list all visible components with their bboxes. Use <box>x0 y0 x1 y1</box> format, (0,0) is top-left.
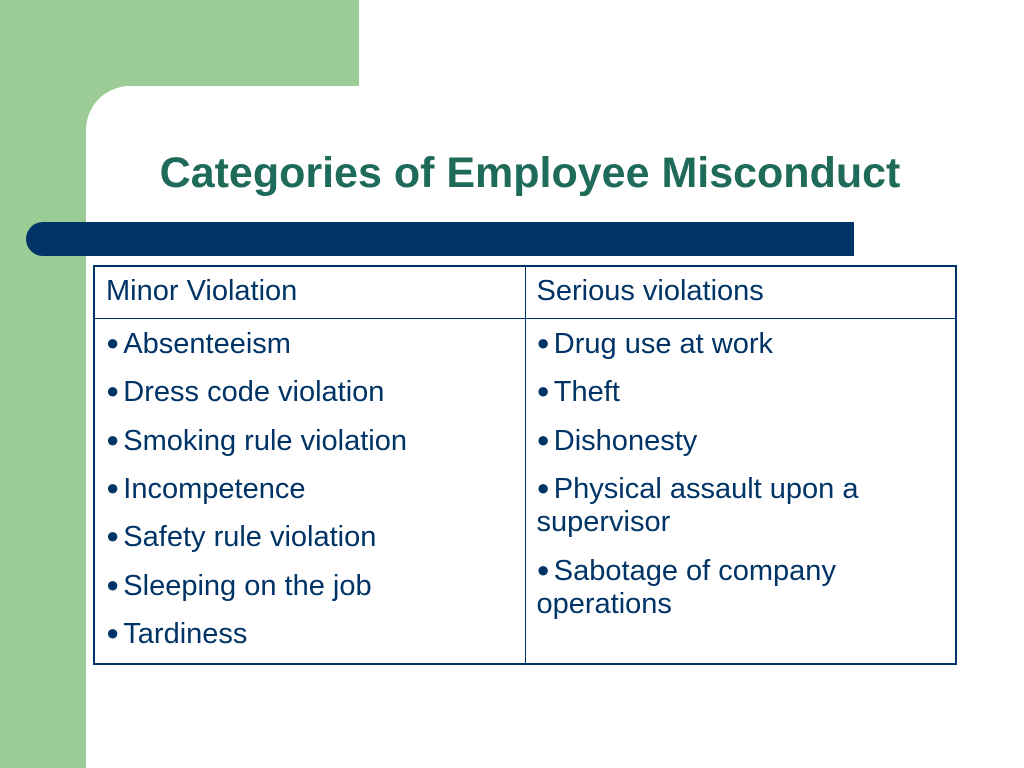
list-item-text: Sabotage of company operations <box>536 554 836 621</box>
list-item-text: Tardiness <box>123 618 248 651</box>
bullet-icon: ● <box>536 378 550 404</box>
bullet-icon: ● <box>106 620 120 646</box>
list-item-text: Dress code violation <box>123 376 385 409</box>
bullet-icon: ● <box>536 475 550 501</box>
bullet-icon: ● <box>106 330 120 355</box>
list-item-text: Drug use at work <box>553 328 773 360</box>
bullet-icon: ● <box>536 556 550 582</box>
list-item <box>106 618 515 651</box>
bullet-icon: ● <box>106 426 120 452</box>
list-item <box>537 473 946 540</box>
serious-violations-list <box>537 328 946 621</box>
list-item-text: Sleeping on the job <box>123 569 372 602</box>
top-white-panel <box>359 0 1024 90</box>
list-item <box>106 521 515 554</box>
bullet-icon: ● <box>536 330 550 355</box>
list-item-text: Absenteeism <box>123 328 291 360</box>
list-item <box>537 376 946 409</box>
header-minor-violation: Minor Violation <box>94 266 525 319</box>
table-row <box>94 319 956 665</box>
bullet-icon: ● <box>106 571 120 597</box>
list-item-text: Theft <box>553 376 620 409</box>
table-header-row <box>94 266 956 319</box>
bullet-icon: ● <box>106 378 120 404</box>
slide-title: Categories of Employee Misconduct <box>159 149 901 197</box>
serious-violations-cell <box>525 319 956 665</box>
list-item <box>106 425 515 458</box>
list-item-text: Physical assault upon a supervisor <box>536 473 859 539</box>
bullet-icon: ● <box>536 426 550 452</box>
list-item <box>106 376 515 409</box>
minor-violations-list <box>106 328 515 651</box>
list-item-text: Incompetence <box>123 473 306 506</box>
title-underline-bar <box>26 222 854 256</box>
misconduct-table <box>93 265 957 665</box>
list-item-text: Safety rule violation <box>123 521 377 554</box>
list-item <box>537 328 946 361</box>
list-item <box>106 570 515 603</box>
list-item-text: Smoking rule violation <box>123 424 407 457</box>
list-item <box>106 473 515 506</box>
bullet-icon: ● <box>106 523 120 549</box>
header-serious-violations: Serious violations <box>525 266 956 319</box>
list-item <box>537 555 946 622</box>
list-item-text: Dishonesty <box>553 424 698 457</box>
minor-violations-cell <box>94 319 525 665</box>
list-item <box>537 425 946 458</box>
list-item <box>106 328 515 361</box>
bullet-icon: ● <box>106 475 120 501</box>
